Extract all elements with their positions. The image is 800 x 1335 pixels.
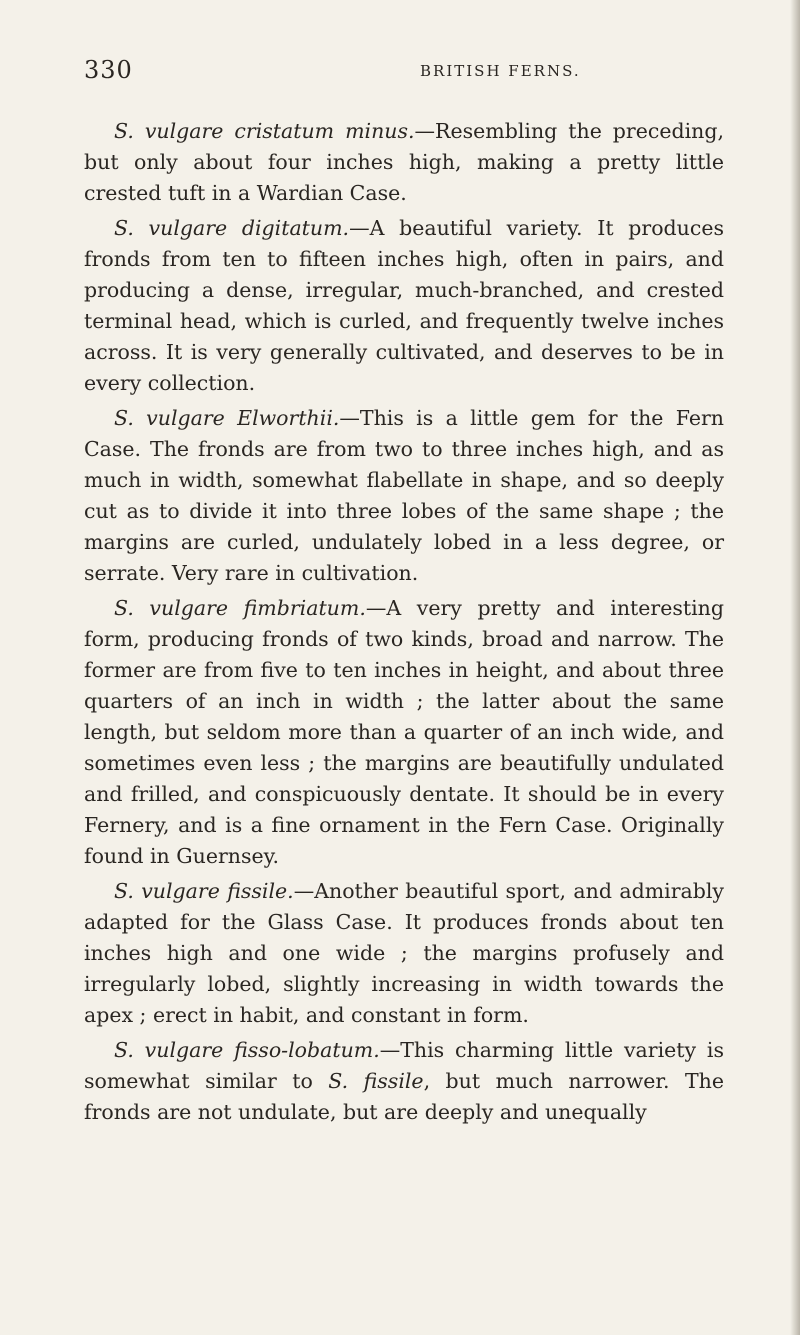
variety-name: S. vulgare fisso-lobatum. [114, 1038, 380, 1062]
entry-paragraph [84, 876, 724, 1031]
entry-paragraph [84, 116, 724, 209]
page-header [84, 56, 724, 96]
variety-name: S. vulgare digitatum. [114, 216, 350, 240]
variety-description-continued: , but much narrower. The fronds are not undulate, but are deeply and unequally [84, 1069, 724, 1124]
variety-name: S. vulgare fissile. [114, 879, 294, 903]
variety-description: —Resembling the preceding, but only about four inches high, making a pretty little crested tuft in a Wardian Case. [84, 119, 724, 205]
cross-reference: S. fissile [328, 1069, 424, 1093]
running-head: BRITISH FERNS. [420, 62, 581, 80]
entry-paragraph [84, 213, 724, 399]
variety-name: S. vulgare cristatum minus. [114, 119, 415, 143]
variety-description: —This is a little gem for the Fern Case. The fronds are from two to three inches high, and as much in width, somewhat flabellate in shape, and so deeply cut as to divide it into three lobes of the same shape ; the margins are curled, undulately lobed in a less degree, or serrate. Very rare in cultivation. [84, 406, 724, 585]
variety-name: S. vulgare Elworthii. [114, 406, 340, 430]
variety-name: S. vulgare fimbriatum. [114, 596, 366, 620]
body-text [84, 116, 724, 1132]
entry-paragraph [84, 593, 724, 872]
page-edge-shadow [790, 0, 800, 1335]
entry-paragraph [84, 1035, 724, 1128]
variety-description: —This charming little variety is somewhat similar to [84, 1038, 724, 1093]
variety-description: —A very pretty and interesting form, producing fronds of two kinds, broad and narrow. The former are from five to ten inches in height, and about three quarters of an inch in width ; the latter about the same length, but seldom more than a quarter of an inch wide, and sometimes even less ; the margins are beautifully undulated and frilled, and conspicuously dentate. It should be in every Fernery, and is a fine ornament in the Fern Case. Originally found in Guernsey. [84, 596, 724, 868]
variety-description: —Another beautiful sport, and admirably adapted for the Glass Case. It produces fronds about ten inches high and one wide ; the margins profusely and irregularly lobed, slightly increasing in width towards the apex ; erect in habit, and constant in form. [84, 879, 724, 1027]
entry-paragraph [84, 403, 724, 589]
page-number: 330 [84, 56, 133, 84]
variety-description: —A beautiful variety. It produces fronds from ten to fifteen inches high, often in pairs, and producing a dense, irregular, much-branched, and crested terminal head, which is curled, and frequently twelve inches across. It is very generally cultivated, and deserves to be in every collection. [84, 216, 724, 395]
